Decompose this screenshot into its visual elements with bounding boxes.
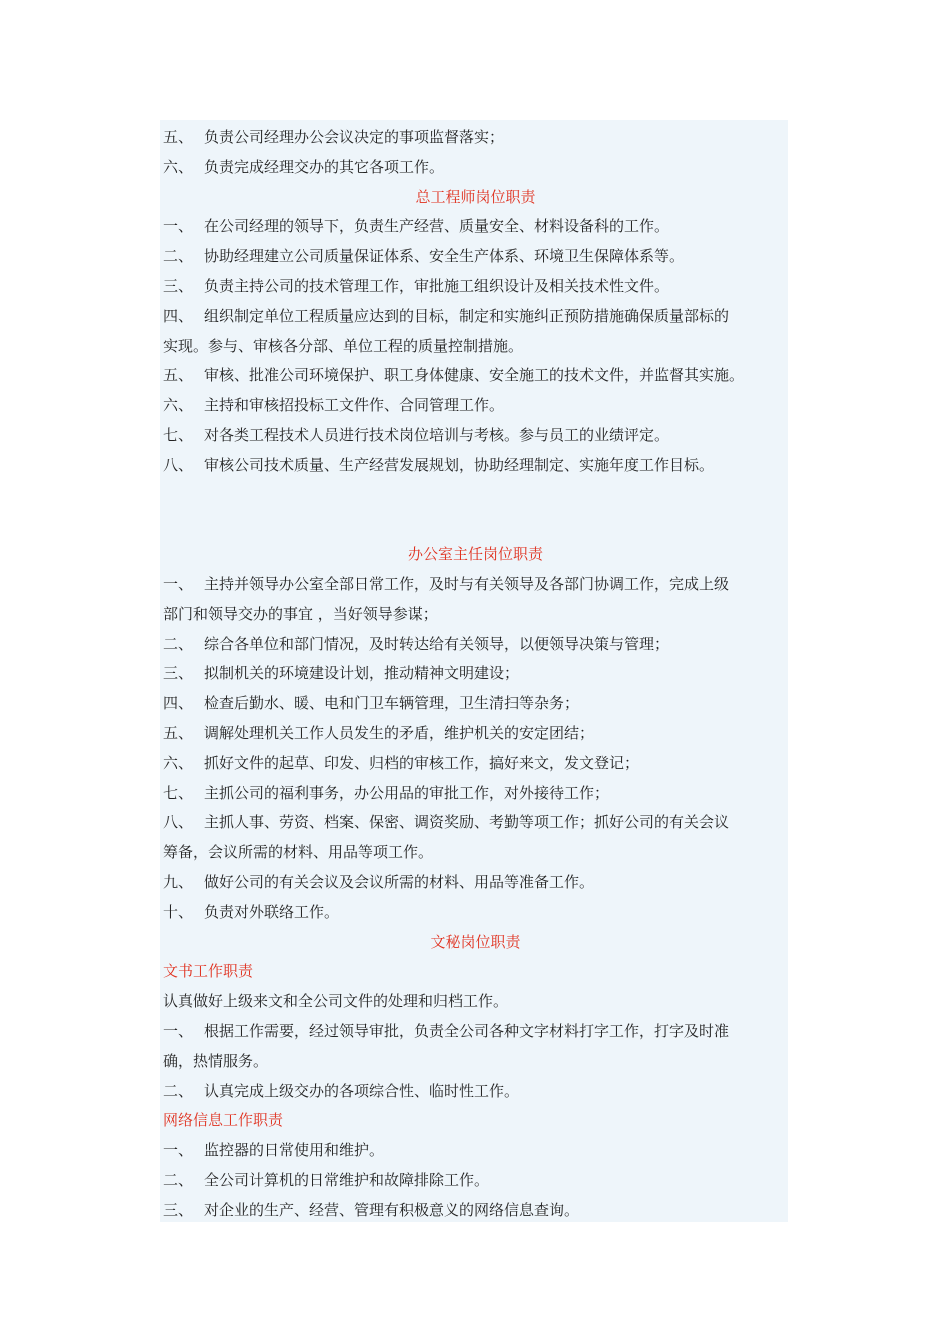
item-number: 二、 [163,1081,194,1100]
item-text: 主持并领导办公室全部日常工作，及时与有关领导及各部门协调工作，完成上级 [204,574,730,593]
item-number: 六、 [163,157,194,176]
item-number: 五、 [163,366,194,385]
subsection-title-clerical: 文书工作职责 [163,962,254,981]
item-text: 审核公司技术质量、生产经营发展规划，协助经理制定、实施年度工作目标。 [204,455,715,474]
section-title-secretary: 文秘岗位职责 [430,932,521,951]
item-number: 六、 [163,753,194,772]
item-text: 检查后勤水、暖、电和门卫车辆管理，卫生清扫等杂务； [204,694,580,713]
item-text: 调解处理机关工作人员发生的矛盾，维护机关的安定团结； [204,723,595,742]
item-number: 八、 [163,455,194,474]
list-item [163,451,788,481]
item-text: 负责公司经理办公会议决定的事项监督落实； [204,128,505,146]
list-item [163,302,788,332]
list-item [163,391,788,421]
item-number: 一、 [163,1021,194,1040]
subsection-intro: 认真做好上级来文和全公司文件的处理和归档工作。 [163,992,509,1011]
list-item [163,421,788,451]
section-title-chief-engineer: 总工程师岗位职责 [415,187,536,206]
item-number: 三、 [163,276,194,295]
item-number: 八、 [163,813,194,832]
item-text: 负责对外联络工作。 [204,902,340,921]
item-text: 协助经理建立公司质量保证体系、安全生产体系、环境卫生保障体系等。 [204,247,685,266]
item-text: 根据工作需要，经过领导审批，负责全公司各种文字材料打字工作，打字及时准 [204,1021,730,1040]
item-continuation: 实现。参与、审核各分部、单位工程的质量控制措施。 [163,336,524,355]
item-text: 组织制定单位工程质量应达到的目标，制定和实施纠正预防措施确保质量部标的 [204,306,730,325]
item-continuation: 筹备，会议所需的材料、用品等项工作。 [163,843,434,862]
item-number: 一、 [163,217,194,236]
item-number: 四、 [163,306,194,325]
item-text: 主持和审核招投标工文件作、合同管理工作。 [204,396,505,415]
item-number: 十、 [163,902,194,921]
item-number: 六、 [163,396,194,415]
list-item [163,1077,788,1107]
item-continuation: 部门和领导交办的事宜 ，当好领导参谋； [163,604,438,623]
item-text: 认真完成上级交办的各项综合性、临时性工作。 [204,1081,520,1100]
item-number: 七、 [163,425,194,444]
item-number: 二、 [163,1170,194,1189]
item-number: 三、 [163,664,194,683]
list-item [163,808,788,838]
item-text: 在公司经理的领导下，负责生产经营、质量安全、材料设备科的工作。 [204,217,670,236]
spacer [163,481,788,541]
list-item [163,570,788,600]
item-number: 二、 [163,634,194,653]
item-number: 三、 [163,1200,194,1219]
list-item [163,1196,788,1222]
list-item [163,659,788,689]
list-item [163,1166,788,1196]
item-text: 综合各单位和部门情况，及时转达给有关领导，以便领导决策与管理； [204,634,670,653]
item-text: 审核、批准公司环境保护、职工身体健康、安全施工的技术文件，并监督其实施。 [204,366,745,385]
list-item [163,153,788,183]
item-text: 负责完成经理交办的其它各项工作。 [204,157,445,176]
list-item [163,898,788,928]
item-text: 拟制机关的环境建设计划，推动精神文明建设； [204,664,520,683]
list-item [163,749,788,779]
list-item [163,272,788,302]
item-text: 负责主持公司的技术管理工作，审批施工组织设计及相关技术性文件。 [204,276,670,295]
section-title-office-director: 办公室主任岗位职责 [407,545,543,564]
item-number: 一、 [163,1141,194,1160]
list-item [163,868,788,898]
document-content [160,120,788,1222]
list-item [163,1136,788,1166]
item-number: 七、 [163,783,194,802]
list-item [163,630,788,660]
item-continuation: 确，热情服务。 [163,1051,269,1070]
item-text: 全公司计算机的日常维护和故障排除工作。 [204,1170,490,1189]
list-item [163,212,788,242]
item-text: 对各类工程技术人员进行技术岗位培训与考核。参与员工的业绩评定。 [204,425,670,444]
item-number: 五、 [163,128,194,146]
list-item [163,1017,788,1047]
list-item [163,361,788,391]
list-item [163,719,788,749]
list-item [163,242,788,272]
item-text: 主抓人事、劳资、档案、保密、调资奖励、考勤等项工作；抓好公司的有关会议 [204,813,730,832]
item-text: 对企业的生产、经营、管理有积极意义的网络信息查询。 [204,1200,580,1219]
item-text: 监控器的日常使用和维护。 [204,1141,385,1160]
item-text: 主抓公司的福利事务，办公用品的审批工作，对外接待工作； [204,783,610,802]
item-number: 五、 [163,723,194,742]
item-text: 抓好文件的起草、印发、归档的审核工作，搞好来文，发文登记； [204,753,640,772]
item-number: 九、 [163,872,194,891]
item-text: 做好公司的有关会议及会议所需的材料、用品等准备工作。 [204,872,595,891]
item-number: 二、 [163,247,194,266]
subsection-title-network: 网络信息工作职责 [163,1111,284,1130]
list-item [163,123,788,153]
list-item [163,779,788,809]
item-number: 一、 [163,574,194,593]
item-number: 四、 [163,694,194,713]
list-item [163,689,788,719]
